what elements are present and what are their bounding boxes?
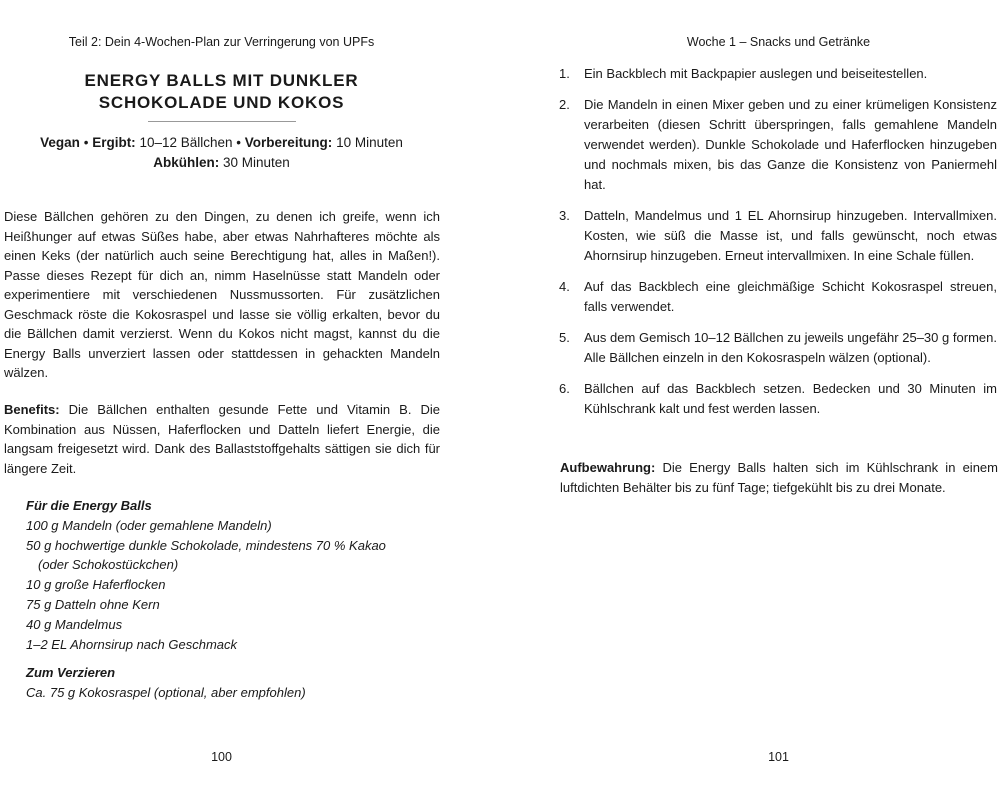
left-page [0, 0, 443, 800]
storage-note [560, 458, 998, 498]
ingredient-item: 40 g Mandelmus [26, 616, 123, 632]
recipe-title-line-2: SCHOKOLADE UND KOKOS [98, 93, 345, 112]
yield-value: 10–12 Bällchen [139, 135, 233, 150]
prep-value: 10 Minuten [336, 135, 403, 150]
intro-paragraph: Diese Bällchen gehören zu den Dingen, zu denen ich greife, wenn ich Heißhunger auf etwas Süßes habe, aber etwas Nahrhafteres möchte als einen Keks (der natürlich auch seine Berechtigung hat, alles in Maßen!). Passe dieses Rezept für dich an, nimm Haselnüsse statt Mandeln oder experimentiere mit verschiedenen Nussmussorten. Für zusätzlichen Geschmack röste die Kokosraspel und lasse sie völlig erkalten, bevor du die Bällchen damit verzierst. Wenn du Kokos nicht magst, kannst du die Energy Balls unverziert lassen oder stattdessen in gehackten Mandeln wälzen. [4, 209, 440, 380]
page-number-right: 101 [768, 750, 789, 764]
page-number-left: 100 [211, 750, 232, 764]
step-number: 1. [559, 66, 570, 81]
step-text: Datteln, Mandelmus und 1 EL Ahornsirup hinzugeben. Intervallmixen. Kosten, wie süß die Masse ist, und falls gewünscht, noch etwas Ahornsirup hinzugeben. Erneut intervallmixen. In eine Schale füllen. [584, 208, 997, 263]
step-number: 6. [559, 381, 570, 396]
yield-label: Ergibt: [92, 135, 136, 150]
decoration-list [26, 663, 436, 703]
step-number: 2. [559, 97, 570, 112]
benefits-paragraph [4, 400, 440, 478]
method-steps [557, 64, 997, 430]
method-step [557, 206, 997, 266]
ingredients-list [26, 496, 436, 654]
running-head-left: Teil 2: Dein 4-Wochen-Plan zur Verringerung von UPFs [68, 35, 375, 49]
cool-value: 30 Minuten [222, 155, 290, 170]
benefits-label: Benefits: [4, 402, 60, 417]
method-step [557, 277, 997, 317]
ingredient-item: (oder Schokostückchen) [38, 557, 179, 573]
method-step [557, 379, 997, 419]
storage-label: Aufbewahrung: [560, 460, 656, 475]
ingredient-item: 100 g Mandeln (oder gemahlene Mandeln) [26, 517, 272, 533]
cool-label: Abkühlen: [153, 155, 220, 170]
benefits-text: Die Bällchen enthalten gesunde Fette und Vitamin B. Die Kombination aus Nüssen, Haferflocken und Datteln liefert Energie, die langsam freigesetzt wird. Dank des Ballaststoffgehalts sättigen sie dich für längere Zeit. [4, 402, 440, 476]
recipe-meta [0, 133, 443, 173]
right-page [557, 0, 1000, 800]
ingredient-item: 50 g hochwertige dunkle Schokolade, mindestens 70 % Kakao [26, 537, 386, 553]
step-number: 5. [559, 330, 570, 345]
step-text: Aus dem Gemisch 10–12 Bällchen zu jeweils ungefähr 25–30 g formen. Alle Bällchen einzeln in den Kokosraspeln wälzen (optional). [584, 330, 997, 365]
prep-label: Vorbereitung: [244, 135, 333, 150]
ingredients-heading: Für die Energy Balls [26, 498, 152, 513]
ingredient-item: 1–2 EL Ahornsirup nach Geschmack [26, 636, 238, 652]
step-text: Bällchen auf das Backblech setzen. Bedecken und 30 Minuten im Kühlschrank kalt und fest werden lassen. [584, 381, 997, 416]
step-text: Auf das Backblech eine gleichmäßige Schicht Kokosraspel streuen, falls verwendet. [584, 279, 997, 314]
vegan-label: Vegan [40, 135, 80, 150]
method-step [557, 64, 997, 84]
ingredient-item: 75 g Datteln ohne Kern [26, 596, 160, 612]
step-text: Ein Backblech mit Backpapier auslegen und beiseitestellen. [584, 66, 928, 81]
step-number: 3. [559, 208, 570, 223]
method-step [557, 95, 997, 195]
running-head-right: Woche 1 – Snacks und Getränke [686, 35, 871, 49]
decoration-item: Ca. 75 g Kokosraspel (optional, aber empfohlen) [26, 684, 306, 700]
meta-separator: • [83, 135, 89, 150]
step-text: Die Mandeln in einen Mixer geben und zu einer krümeligen Konsistenz verarbeiten (diesen Schritt überspringen, falls gemahlene Mandeln verwendet werden). Dunkle Schokolade und Haferflocken hinzugeben und nochmals mixen, bis das Ganze die Konsistenz von Paniermehl hat. [584, 97, 997, 192]
title-divider [148, 121, 296, 122]
decoration-heading: Zum Verzieren [26, 665, 116, 680]
step-number: 4. [559, 279, 570, 294]
method-step [557, 328, 997, 368]
storage-text: Die Energy Balls halten sich im Kühlschrank in einem luftdichten Behälter bis zu fünf Tage; tiefgekühlt bis zu drei Monate. [560, 460, 998, 495]
ingredient-item: 10 g große Haferflocken [26, 577, 166, 593]
recipe-title-line-1: ENERGY BALLS MIT DUNKLER [84, 71, 359, 90]
recipe-title [0, 70, 443, 114]
meta-separator: • [236, 135, 242, 150]
